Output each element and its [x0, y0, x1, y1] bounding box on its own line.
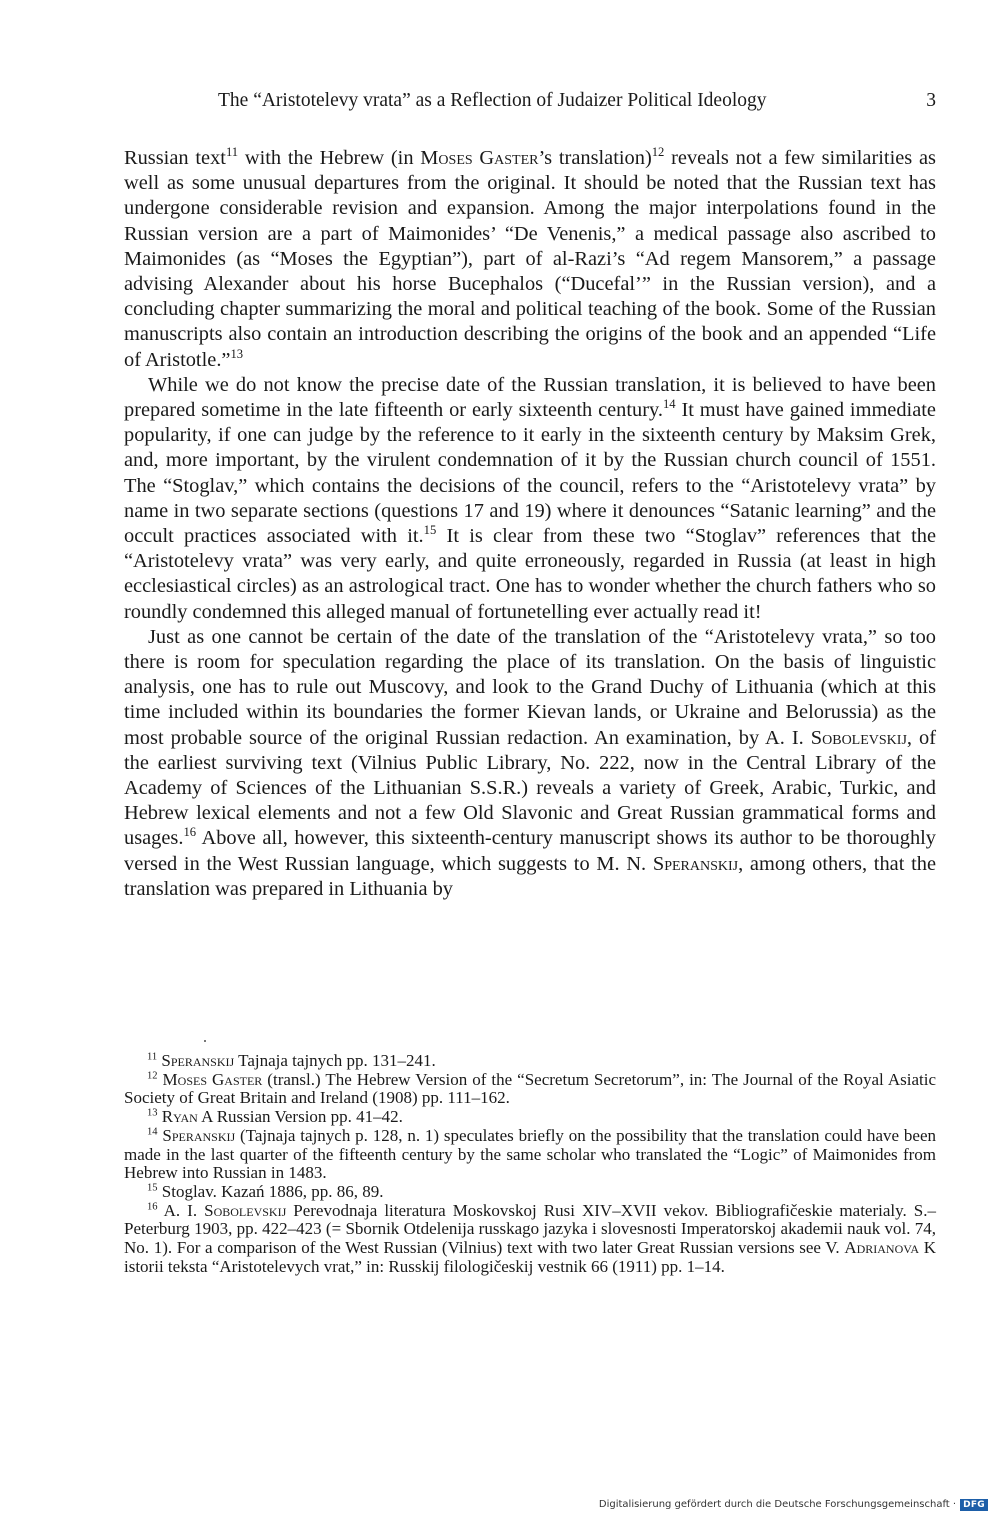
- footnote-11: $^{11}$ Speranskij Tajnaja tajnych pp. 131–241.: [147, 1051, 436, 1070]
- paragraph-3: Just as one cannot be certain of the date of the translation of the “Aristotelevy vrata,” so too there is room for speculation regarding the place of its translation. On the basis of linguistic analysis, one has to rule out Muscovy, and look to the Grand Duchy of Lithuania (which at this time included within its boundaries the former Kievan lands, or Ukraine and Belorussia) as the most probable source of the original Russian redaction. An examination, by A. I. Sobolevskij, of the earliest surviving text (Vilnius Public Library, No. 222, now in the Central Library of the Academy of Sciences of the Lithuanian S.S.R.) reveals a variety of Greek, Arabic, Turkic, and Hebrew lexical elements and not a few Old Slavonic and Great Russian grammatical forms and usages.$^{16}$ Above all, however, this sixteenth-century manuscript shows its author to be thoroughly versed in the West Russian language, which suggests to M. N. Speranskij, among others, that the translation was prepared in Lithuania by: [124, 625, 936, 900]
- footnote-separator: [204, 1040, 206, 1042]
- footnote-number: 16: [147, 1200, 158, 1212]
- running-header: [218, 88, 936, 114]
- footnote-ref-11[interactable]: 11: [225, 145, 239, 160]
- paragraph-2: While we do not know the precise date of the Russian translation, it is believed to have been prepared sometime in the late fifteenth or early sixteenth century.$^{14}$ It must have gained immediate popularity, if one can judge by the reference to it early in the sixteenth century by Maksim Grek, and, more important, by the virulent condemnation of it by the Russian church council of 1551. The “Stoglav,” which contains the decisions of the council, refers to the “Aristotelevy vrata” by name in two separate sections (questions 17 and 19) where it denounces “Satanic learning” and the occult practices associated with it.$^{15}$ It is clear from these two “Stoglav” references that the “Aristotelevy vrata” was very early, and quite erroneously, regarded in Russia (at least in high ecclesiastical circles) as an astrological tract. One has to wonder whether the church fathers who so roundly condemned this alleged manual of fortunetelling ever actually read it!: [124, 373, 937, 623]
- footnote-number: 11: [147, 1051, 158, 1063]
- body-text: [124, 146, 936, 902]
- digitization-credit: Digitalisierung gefördert durch die Deutsche Forschungsgemeinschaft ·: [598, 1499, 957, 1510]
- author-name: Speranskij: [652, 852, 739, 875]
- footnote-15: $^{15}$ Stoglav. Kazań 1886, pp. 86, 89.: [147, 1181, 384, 1201]
- footnote-14: $^{14}$ Speranskij (Tajnaja tajnych p. 128, n. 1) speculates briefly on the possibility that the translation could have been made in the last quarter of the fifteenth century by the same scholar who translated the “Logic” of Maimonides from Hebrew into Russian in 1483.: [124, 1125, 937, 1183]
- digitization-footer: [599, 1498, 988, 1512]
- footnote-number: 13: [147, 1107, 158, 1119]
- footnotes: [124, 1052, 936, 1276]
- footnote-ref-16[interactable]: 16: [183, 825, 197, 840]
- footnote-12: $^{12}$ Moses Gaster (transl.) The Hebrew Version of the “Secretum Secretorum”, in: The Journal of the Royal Asiatic Society of Great Britain and Ireland (1908) pp. 111–162.: [124, 1069, 936, 1108]
- author-name: Sobolevskij: [810, 726, 907, 749]
- paragraph-1: Russian text$^{11}$ with the Hebrew (in Moses Gaster’s translation)$^{12}$ reveals not a few similarities as well as some unusual departures from the original. It should be noted that the Russian text has undergone considerable revision and expansion. Among the major interpolations found in the Russian version are a part of Maimonides’ “De Venenis,” a medical passage also ascribed to Maimonides (as “Moses the Egyptian”), part of al-Razi’s “Ad regem Mansorem,” a passage advising Alexander about his horse Bucephalos (“Ducefal’” in the Russian version), and a concluding chapter summarizing the moral and political teaching of the book. Some of the Russian manuscripts also contain an introduction describing the origins of the book and an appended “Life of Aristotle.”$^{13}$: [124, 145, 936, 371]
- footnote-number: 14: [147, 1126, 158, 1138]
- footnote-ref-15[interactable]: 15: [423, 523, 437, 538]
- footnote-number: 15: [147, 1182, 158, 1194]
- dfg-logo-icon: DFG: [960, 1499, 988, 1511]
- footnote-ref-14[interactable]: 14: [662, 397, 676, 412]
- running-title: The “Aristotelevy vrata” as a Reflection of Judaizer Political Ideology: [218, 90, 767, 111]
- footnote-16: $^{16}$ A. I. Sobolevskij Perevodnaja literatura Moskovskoj Rusi XIV–XVII vekov. Bibliografičeskie materialy. S.–Peterburg 1903, pp. 422–423 (= Sbornik Otdelenija russkago jazyka i slovesnosti Imperatorskoj akademii nauk vol. 74, No. 1). For a comparison of the West Russian (Vilnius) text with two later Great Russian versions see V. Adrianova K istorii teksta “Aristotelevych vrat,” in: Russkij filologičeskij vestnik 66 (1911) pp. 1–14.: [124, 1200, 936, 1276]
- footnote-13: $^{13}$ Ryan A Russian Version pp. 41–42.: [147, 1107, 403, 1127]
- page-number: 3: [926, 90, 936, 111]
- footnote-ref-12[interactable]: 12: [651, 145, 665, 160]
- footnote-number: 12: [147, 1070, 158, 1082]
- footnote-ref-13[interactable]: 13: [230, 346, 244, 361]
- author-name: Moses Gaster: [420, 147, 539, 169]
